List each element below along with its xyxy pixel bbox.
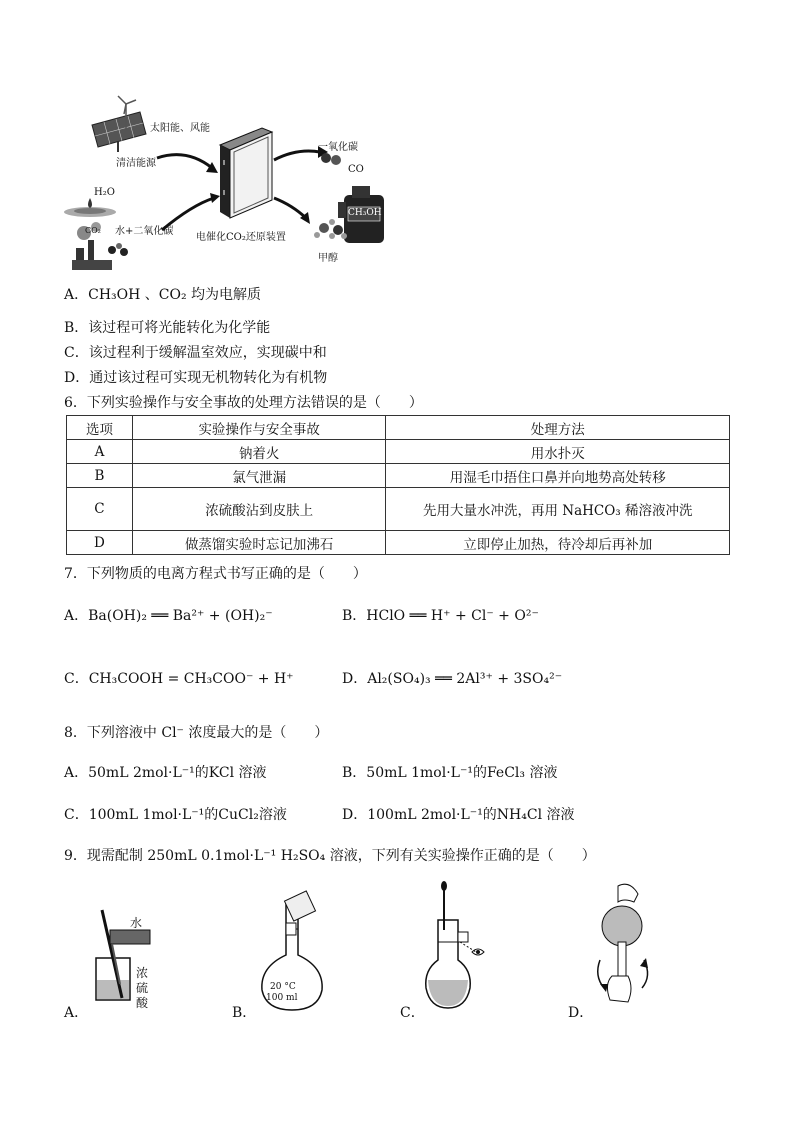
flask-volume-label: 100 ml: [266, 993, 298, 1003]
table-cell: 用湿毛巾捂住口鼻并向地势高处转移: [386, 464, 730, 488]
q6-table: [66, 415, 730, 555]
q9-stem: 9．现需配制 250mL 0.1mol·L⁻¹ H₂SO₄ 溶液，下列有关实验操作正确的是（ ）: [64, 848, 596, 864]
label-concentrated-acid: 浓硫酸: [136, 966, 149, 1010]
table-row: [67, 440, 730, 464]
dropper-flask-figure: [420, 880, 500, 1015]
q5-option-d: D．通过该过程可实现无机物转化为有机物: [64, 370, 328, 386]
q7-option-b: B．HClO ══ H⁺ + Cl⁻ + O²⁻: [342, 608, 539, 624]
solar-panel-icon: [92, 112, 146, 152]
table-cell: 用水扑灭: [386, 440, 730, 464]
table-cell: 氯气泄漏: [132, 464, 386, 488]
label-h2o: H₂O: [94, 187, 115, 198]
q8-stem: 8．下列溶液中 Cl⁻ 浓度最大的是（ ）: [64, 725, 329, 741]
q7-stem: 7．下列物质的电离方程式书写正确的是（ ）: [64, 566, 367, 582]
table-cell: A: [67, 440, 133, 464]
q8-option-a: A．50mL 2mol·L⁻¹的KCl 溶液: [64, 765, 267, 781]
label-water: 水: [130, 916, 143, 930]
table-cell: 先用大量水冲洗，再用 NaHCO₃ 稀溶液冲洗: [386, 488, 730, 531]
table-cell: 立即停止加热，待冷却后再补加: [386, 531, 730, 555]
q7-option-d: D．Al₂(SO₄)₃ ══ 2Al³⁺ + 3SO₄²⁻: [342, 671, 563, 687]
q8-option-b: B．50mL 1mol·L⁻¹的FeCl₃ 溶液: [342, 765, 558, 781]
label-co2: CO₂: [85, 226, 101, 235]
beaker-dilution-figure: [88, 900, 168, 1010]
table-header-cell: 实验操作与安全事故: [132, 416, 386, 440]
q5-option-b: B．该过程可将光能转化为化学能: [64, 320, 271, 336]
table-header-row: [67, 416, 730, 440]
table-cell: 浓硫酸沾到皮肤上: [132, 488, 386, 531]
water-splash-icon: [64, 198, 116, 217]
q9-option-b: B．: [232, 1005, 257, 1021]
q5-option-a: A．CH₃OH 、CO₂ 均为电解质: [64, 287, 262, 303]
label-clean-energy: 清洁能源: [116, 158, 156, 169]
q9-option-a: A．: [64, 1005, 89, 1021]
q9-option-d: D．: [568, 1005, 594, 1021]
methanol-molecule-icon: [314, 219, 347, 239]
label-methanol: 甲醇: [318, 253, 338, 264]
table-row: [67, 464, 730, 488]
q7-option-c: C．CH₃COOH = CH₃COO⁻ + H⁺: [64, 671, 294, 687]
label-device: 电催化CO₂还原装置: [196, 232, 286, 243]
flask-inversion-figure: [588, 880, 668, 1015]
q6-stem: 6．下列实验操作与安全事故的处理方法错误的是（ ）: [64, 395, 423, 411]
q7-option-a: A．Ba(OH)₂ ══ Ba²⁺ + (OH)₂⁻: [64, 608, 273, 624]
label-ch3oh: CH₃OH: [348, 208, 382, 218]
q8-option-d: D．100mL 2mol·L⁻¹的NH₄Cl 溶液: [342, 807, 575, 823]
table-cell: D: [67, 531, 133, 555]
q8-option-c: C．100mL 1mol·L⁻¹的CuCl₂溶液: [64, 807, 287, 823]
electrocatalytic-device: [220, 128, 272, 218]
table-cell: 钠着火: [132, 440, 386, 464]
table-cell: C: [67, 488, 133, 531]
label-co: CO: [348, 164, 364, 175]
label-water-co2: 水+二氧化碳: [115, 226, 174, 237]
table-cell: 做蒸馏实验时忘记加沸石: [132, 531, 386, 555]
q9-option-c: C．: [400, 1005, 425, 1021]
table-header-cell: 处理方法: [386, 416, 730, 440]
flask-temp-label: 20 °C: [270, 982, 296, 992]
co2-reduction-diagram: [62, 90, 392, 275]
table-row: [67, 488, 730, 531]
table-header-cell: 选项: [67, 416, 133, 440]
co-molecule-icon: [321, 153, 341, 165]
q5-option-c: C．该过程利于缓解温室效应，实现碳中和: [64, 345, 327, 361]
table-row: [67, 531, 730, 555]
label-solar-wind: 太阳能、风能: [150, 123, 210, 134]
table-cell: B: [67, 464, 133, 488]
label-co-cn: 一氧化碳: [318, 142, 358, 153]
